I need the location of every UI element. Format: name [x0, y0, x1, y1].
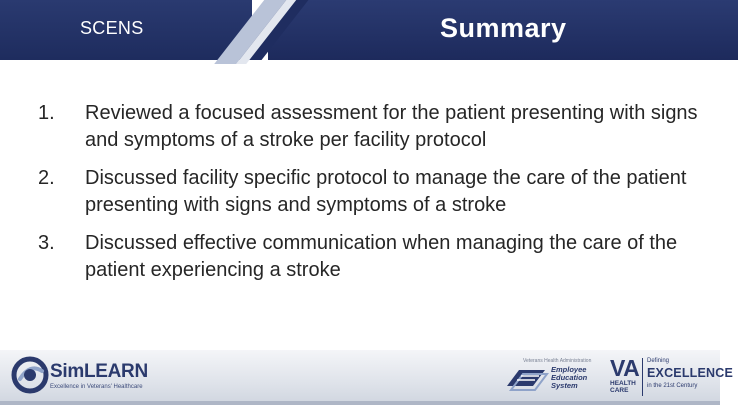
list-item	[38, 165, 698, 219]
simlearn-wordmark	[50, 361, 148, 383]
program-label: SCENS	[80, 18, 144, 38]
list-item-number: 3.	[38, 232, 55, 254]
list-item	[38, 230, 698, 284]
va-defining: Defining	[647, 358, 670, 364]
eesa-logo	[505, 358, 605, 398]
list-item-number: 1.	[38, 102, 55, 124]
list-item-text: Discussed effective communication when managing the care of the patient experiencing a stroke	[85, 232, 678, 281]
eesa-line3: System	[551, 381, 578, 390]
simlearn-suffix: LEARN	[83, 361, 148, 382]
va-divider	[642, 358, 643, 396]
simlearn-swirl-icon	[10, 355, 50, 395]
eesa-name	[551, 366, 587, 390]
slide-header	[0, 0, 720, 60]
va-excellence: EXCELLENCE	[647, 366, 734, 380]
va-mark: VA	[610, 355, 640, 381]
list-item-text: Discussed facility specific protocol to manage the care of the patient presenting with signs and symptoms of a stroke	[85, 167, 687, 216]
simlearn-tagline: Excellence in Veterans' Healthcare	[50, 384, 143, 390]
va-health-care	[610, 380, 636, 394]
list-item-text: Reviewed a focused assessment for the patient presenting with signs and symptoms of a stroke per facility protocol	[85, 102, 698, 151]
va-line2: CARE	[610, 387, 629, 394]
summary-list	[38, 100, 698, 284]
eesa-line1: Employee	[551, 365, 587, 374]
eesa-top-line: Veterans Health Administration	[523, 358, 592, 364]
list-item-number: 2.	[38, 167, 55, 189]
simlearn-logo	[10, 355, 160, 397]
eesa-flag-icon	[505, 366, 549, 392]
va-line1: HEALTH	[610, 380, 636, 387]
slide-title: Summary	[440, 13, 567, 43]
list-item	[38, 100, 698, 154]
eesa-line2: Education	[551, 373, 588, 382]
simlearn-prefix: Sim	[50, 361, 84, 382]
va-century: in the 21st Century	[647, 383, 698, 389]
va-logo	[610, 355, 734, 400]
summary-list-container	[38, 100, 698, 295]
footer-divider	[0, 401, 720, 405]
